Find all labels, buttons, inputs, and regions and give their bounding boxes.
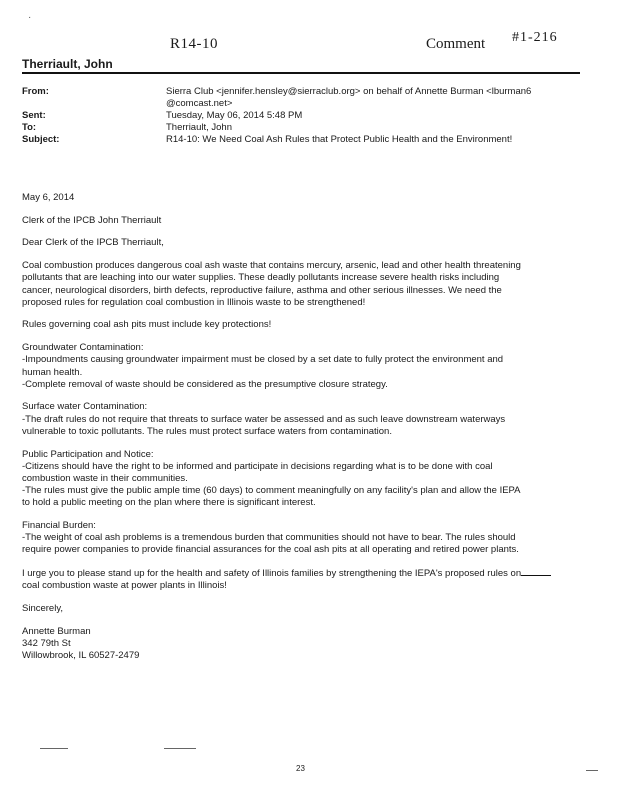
scan-mark: · bbox=[28, 12, 32, 23]
surface-water-heading: Surface water Contamination: bbox=[22, 401, 148, 413]
public-participation-line: -The rules must give the public ample time (60 days) to comment meaningfully on any facility's plan and allow the IEPA bbox=[22, 485, 521, 497]
financial-burden-heading: Financial Burden: bbox=[22, 520, 96, 532]
rules-intro: Rules governing coal ash pits must include key protections! bbox=[22, 319, 272, 331]
closing-line: I urge you to please stand up for the health and safety of Illinois families by strengthening the IEPA's proposed rules on bbox=[22, 568, 522, 580]
surface-water-line: vulnerable to toxic pollutants. The rules must protect surface waters from contamination. bbox=[22, 425, 392, 437]
financial-burden-line: require power companies to provide financial assurances for the coal ash pits at all operating and retired power plants. bbox=[22, 544, 519, 556]
letter-date: May 6, 2014 bbox=[22, 192, 75, 203]
public-participation-line: -Citizens should have the right to be informed and participate in decisions regarding what is to be done with coal bbox=[22, 460, 493, 472]
sent-value: Tuesday, May 06, 2014 5:48 PM bbox=[166, 110, 303, 121]
intro-line: cancer, neurological disorders, birth defects, reproductive failure, asthma and other serious illnesses. We need the bbox=[22, 284, 502, 296]
surface-water-line: -The draft rules do not require that threats to surface water be assessed and as such leave downstream waterways bbox=[22, 413, 506, 425]
signature-block bbox=[22, 626, 582, 663]
groundwater-line: human health. bbox=[22, 366, 83, 378]
comment-number: #1-216 bbox=[512, 30, 558, 45]
to-label: To: bbox=[22, 122, 37, 133]
groundwater-section bbox=[22, 342, 582, 391]
sent-label: Sent: bbox=[22, 110, 46, 121]
scan-dash bbox=[40, 748, 68, 749]
to-value: Therriault, John bbox=[166, 122, 233, 133]
surface-water-section bbox=[22, 401, 582, 438]
signoff: Sincerely, bbox=[22, 603, 64, 615]
from-value: Sierra Club <jennifer.hensley@sierraclub.org> on behalf of Annette Burman <lburman6 bbox=[166, 86, 532, 97]
header-rule bbox=[22, 72, 580, 74]
letter-addressee: Clerk of the IPCB John Therriault bbox=[22, 214, 162, 226]
underline-mark bbox=[521, 567, 551, 576]
groundwater-line: -Complete removal of waste should be considered as the presumptive closure strategy. bbox=[22, 378, 388, 390]
from-label: From: bbox=[22, 86, 49, 97]
letter-salutation: Dear Clerk of the IPCB Therriault, bbox=[22, 237, 164, 249]
financial-burden-section bbox=[22, 520, 582, 557]
signature-city: Willowbrook, IL 60527-2479 bbox=[22, 650, 140, 662]
closing-paragraph bbox=[22, 567, 582, 592]
closing-line-wrap bbox=[22, 567, 582, 580]
docket-number: R14-10 bbox=[170, 36, 218, 52]
financial-burden-line: -The weight of coal ash problems is a tremendous burden that communities should not have to bear. The rules should bbox=[22, 532, 516, 544]
intro-paragraph bbox=[22, 260, 582, 309]
signature-name: Annette Burman bbox=[22, 625, 91, 637]
subject-label: Subject: bbox=[22, 134, 60, 145]
intro-line: proposed rules for regulation coal combustion in Illinois waste to be strengthened! bbox=[22, 296, 366, 308]
public-participation-section bbox=[22, 449, 582, 510]
subject-value: R14-10: We Need Coal Ash Rules that Protect Public Health and the Environment! bbox=[166, 134, 513, 145]
public-participation-heading: Public Participation and Notice: bbox=[22, 448, 154, 460]
closing-line: coal combustion waste at power plants in Illinois! bbox=[22, 580, 227, 592]
letter-body bbox=[22, 192, 582, 662]
recipient-name: Therriault, John bbox=[22, 57, 113, 71]
groundwater-line: -Impoundments causing groundwater impairment must be closed by a set date to fully protect the environment and bbox=[22, 354, 504, 366]
public-participation-line: to hold a public meeting on the plan where there is significant interest. bbox=[22, 497, 316, 509]
signature-street: 342 79th St bbox=[22, 637, 71, 649]
scan-dash bbox=[586, 770, 598, 771]
page-number: 23 bbox=[296, 764, 305, 773]
intro-line: Coal combustion produces dangerous coal ash waste that contains mercury, arsenic, lead and other health threatening bbox=[22, 260, 521, 272]
from-value-cont: @comcast.net> bbox=[166, 98, 233, 109]
groundwater-heading: Groundwater Contamination: bbox=[22, 342, 144, 354]
comment-label: Comment bbox=[426, 36, 486, 52]
intro-line: pollutants that are leaching into our water supplies. These deadly pollutants increase severe health risks including bbox=[22, 272, 500, 284]
public-participation-line: combustion waste in their communities. bbox=[22, 472, 188, 484]
scan-dash bbox=[164, 748, 196, 749]
